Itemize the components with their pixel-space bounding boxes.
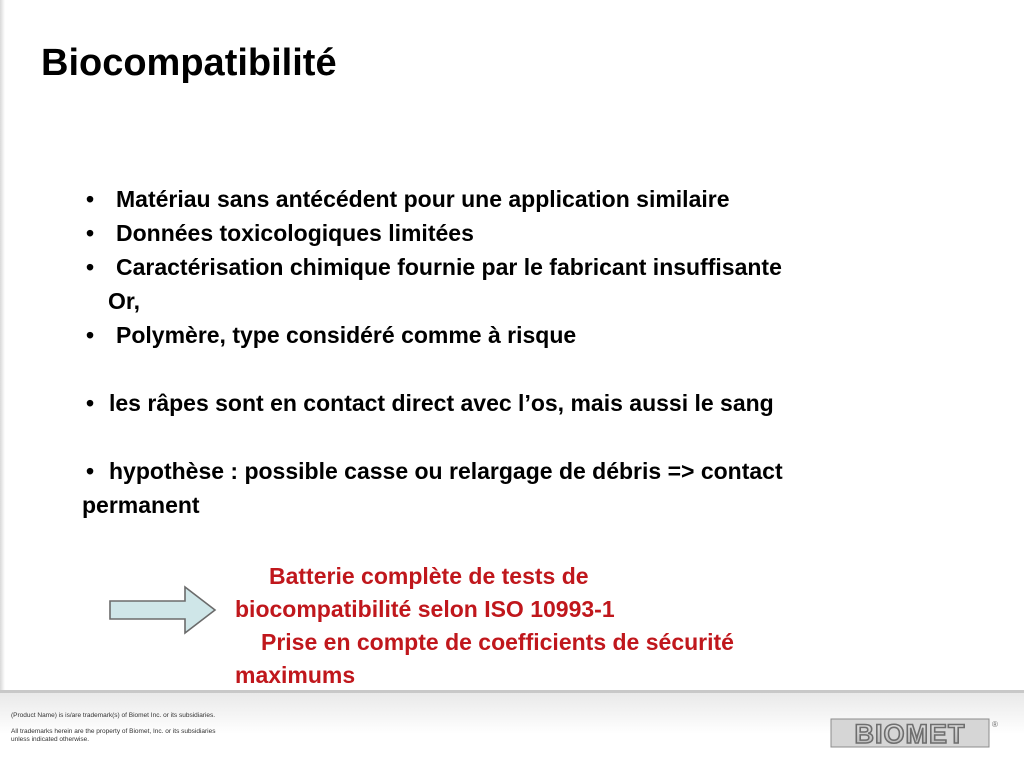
bullet-list: [82, 182, 962, 522]
bullet-marker: •: [86, 390, 95, 416]
bullet-text: permanent: [82, 492, 200, 518]
conclusion-line: biocompatibilité selon ISO 10993-1: [235, 596, 615, 622]
conclusion-line: Prise en compte de coefficients de sécurité: [261, 629, 734, 655]
bullet-marker: •: [86, 458, 95, 484]
spacer: [82, 420, 962, 454]
bullet-marker: •: [86, 220, 95, 246]
rights-notice-line: unless indicated otherwise.: [11, 736, 90, 743]
slide-title: Biocompatibilité: [41, 42, 337, 84]
bullet-marker: •: [86, 322, 95, 348]
conclusion-text: [235, 560, 885, 692]
bullet-text: hypothèse : possible casse ou relargage de débris => contact: [109, 458, 783, 484]
bullet-marker: •: [86, 186, 95, 212]
rights-notice-line: All trademarks herein are the property of Biomet, Inc. or its subsidiaries: [11, 727, 216, 735]
bullet-item: [82, 250, 962, 284]
bullet-text: les râpes sont en contact direct avec l’os, mais aussi le sang: [109, 390, 774, 416]
conclusion-line: Batterie complète de tests de: [269, 563, 589, 589]
footer-legal-text: [11, 712, 215, 745]
biomet-logo: [830, 716, 1000, 750]
slide-left-edge: [0, 0, 5, 690]
bullet-item: [82, 182, 962, 216]
conclusion-line: maximums: [235, 662, 356, 688]
bullet-item: [82, 454, 962, 488]
bullet-text: Matériau sans antécédent pour une application similaire: [116, 186, 730, 212]
bullet-item: [82, 386, 962, 420]
bullet-text: Polymère, type considéré comme à risque: [116, 322, 577, 348]
spacer: [82, 352, 962, 386]
trademark-notice: (Product Name) is is/are trademark(s) of Biomet Inc. or its subsidiaries.: [11, 712, 216, 719]
logo-wordmark: BIOMET: [854, 719, 966, 749]
registered-mark: ®: [992, 720, 998, 729]
bullet-text: Caractérisation chimique fournie par le fabricant insuffisante: [116, 254, 782, 280]
spacer: [11, 721, 215, 728]
bullet-marker: •: [86, 254, 95, 280]
right-arrow-shape: [110, 587, 215, 633]
bullet-item: [82, 216, 962, 250]
or-connector: [82, 284, 962, 318]
bullet-item: [82, 318, 962, 352]
or-text: Or,: [108, 288, 140, 314]
bullet-text: Données toxicologiques limitées: [116, 220, 474, 246]
bullet-continuation: [82, 488, 962, 522]
right-arrow-icon: [109, 585, 217, 635]
